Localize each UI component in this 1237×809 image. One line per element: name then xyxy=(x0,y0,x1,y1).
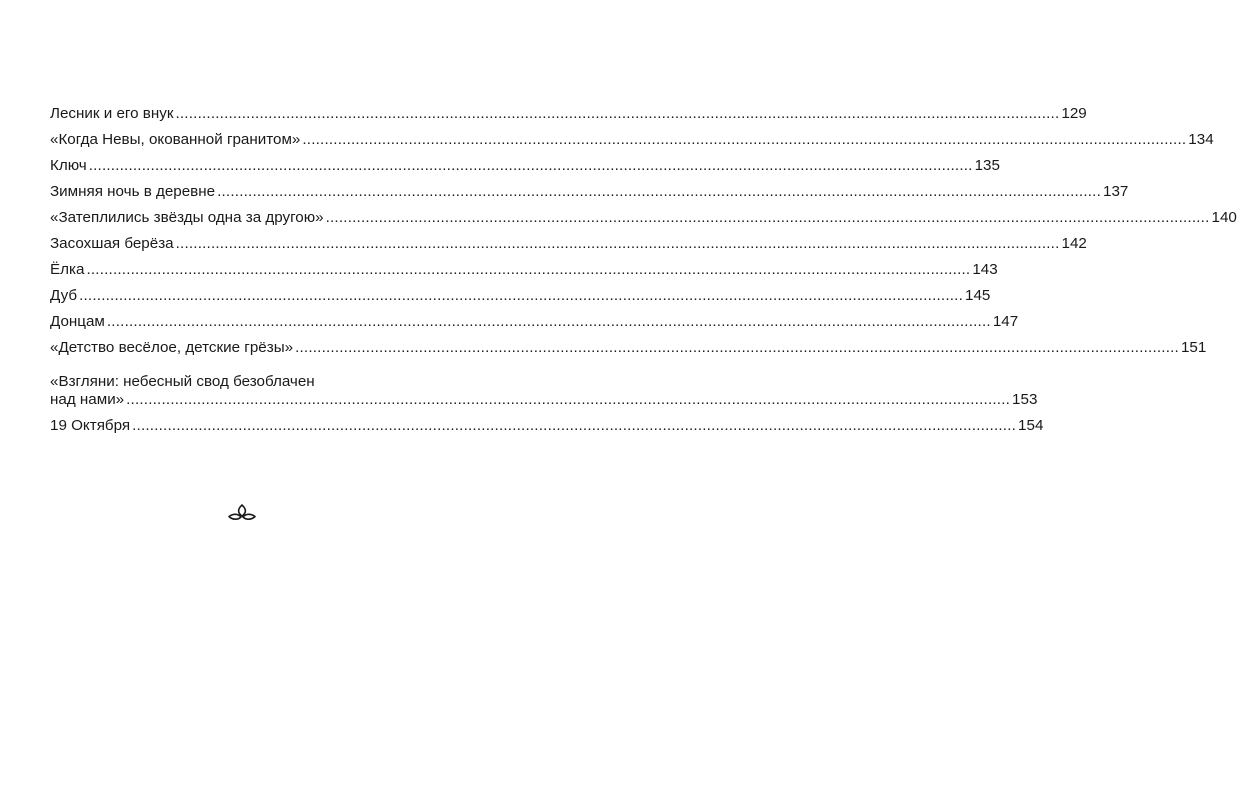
toc-entry xyxy=(50,331,1207,357)
toc-leader-dots: ........................................................................................................................................................................................................ xyxy=(106,313,991,330)
toc-leader-dots: ........................................................................................................................................................................................................ xyxy=(79,287,964,304)
toc-leader-dots: ........................................................................................................................................................................................................ xyxy=(295,339,1179,356)
toc-entry-page: 151 xyxy=(1180,339,1207,356)
toc-leader-dots: ........................................................................................................................................................................................................ xyxy=(302,131,1187,148)
table-of-contents xyxy=(50,97,1237,435)
toc-entry xyxy=(50,409,1044,435)
toc-entry xyxy=(50,201,1237,227)
toc-entry-title: Дуб xyxy=(50,287,78,304)
toc-entry-title-continuation: над нами» xyxy=(50,391,125,408)
toc-entry-title: Ключ xyxy=(50,157,87,174)
toc-leader-dots: ........................................................................................................................................................................................................ xyxy=(88,157,973,174)
toc-leader-dots: ........................................................................................................................................................................................................ xyxy=(217,183,1102,200)
toc-entry-page: 140 xyxy=(1211,209,1237,226)
toc-entry-page: 147 xyxy=(992,313,1019,330)
toc-leader-dots: ........................................................................................................................................................................................................ xyxy=(132,417,1017,434)
toc-leader-dots: ........................................................................................................................................................................................................ xyxy=(175,235,1060,252)
toc-entry xyxy=(50,279,991,305)
toc-entry xyxy=(50,123,1214,149)
toc-entry-page: 154 xyxy=(1018,417,1044,434)
toc-entry-page: 137 xyxy=(1103,183,1129,200)
toc-entry-title: 19 Октября xyxy=(50,417,131,434)
toc-entry xyxy=(50,175,1129,201)
toc-entry-page: 153 xyxy=(1012,391,1038,408)
toc-entry-title: «Взгляни: небесный свод безоблачен xyxy=(50,373,315,390)
toc-entry-line2 xyxy=(50,391,1038,409)
toc-entry xyxy=(50,305,1019,331)
toc-leader-dots: ........................................................................................................................................................................................................ xyxy=(126,391,1011,408)
toc-entry-page: 143 xyxy=(972,261,998,278)
toc-entry-title: Ёлка xyxy=(50,261,85,278)
toc-entry-title: Засохшая берёза xyxy=(50,235,174,252)
toc-entry-title: Лесник и его внук xyxy=(50,105,174,122)
toc-entry-title: Зимняя ночь в деревне xyxy=(50,183,216,200)
toc-entry-page: 142 xyxy=(1061,235,1087,252)
toc-entry-page: 129 xyxy=(1061,105,1087,122)
toc-entry-title: «Когда Невы, окованной гранитом» xyxy=(50,131,301,148)
toc-entry-title: «Детство весёлое, детские грёзы» xyxy=(50,339,294,356)
toc-entry-page: 145 xyxy=(965,287,991,304)
toc-entry xyxy=(50,253,998,279)
toc-entry-title: Донцам xyxy=(50,313,105,330)
toc-entry xyxy=(50,97,1087,123)
toc-entry xyxy=(50,149,1000,175)
toc-entry-title: «Затеплились звёзды одна за другою» xyxy=(50,209,324,226)
toc-entry xyxy=(50,227,1087,253)
toc-entry xyxy=(50,357,1038,409)
toc-entry-page: 135 xyxy=(974,157,1000,174)
toc-leader-dots: ........................................................................................................................................................................................................ xyxy=(175,105,1060,122)
toc-leader-dots: ........................................................................................................................................................................................................ xyxy=(325,209,1210,226)
leaf-ornament-icon xyxy=(227,504,257,522)
toc-entry-page: 134 xyxy=(1188,131,1214,148)
toc-leader-dots: ........................................................................................................................................................................................................ xyxy=(86,261,971,278)
